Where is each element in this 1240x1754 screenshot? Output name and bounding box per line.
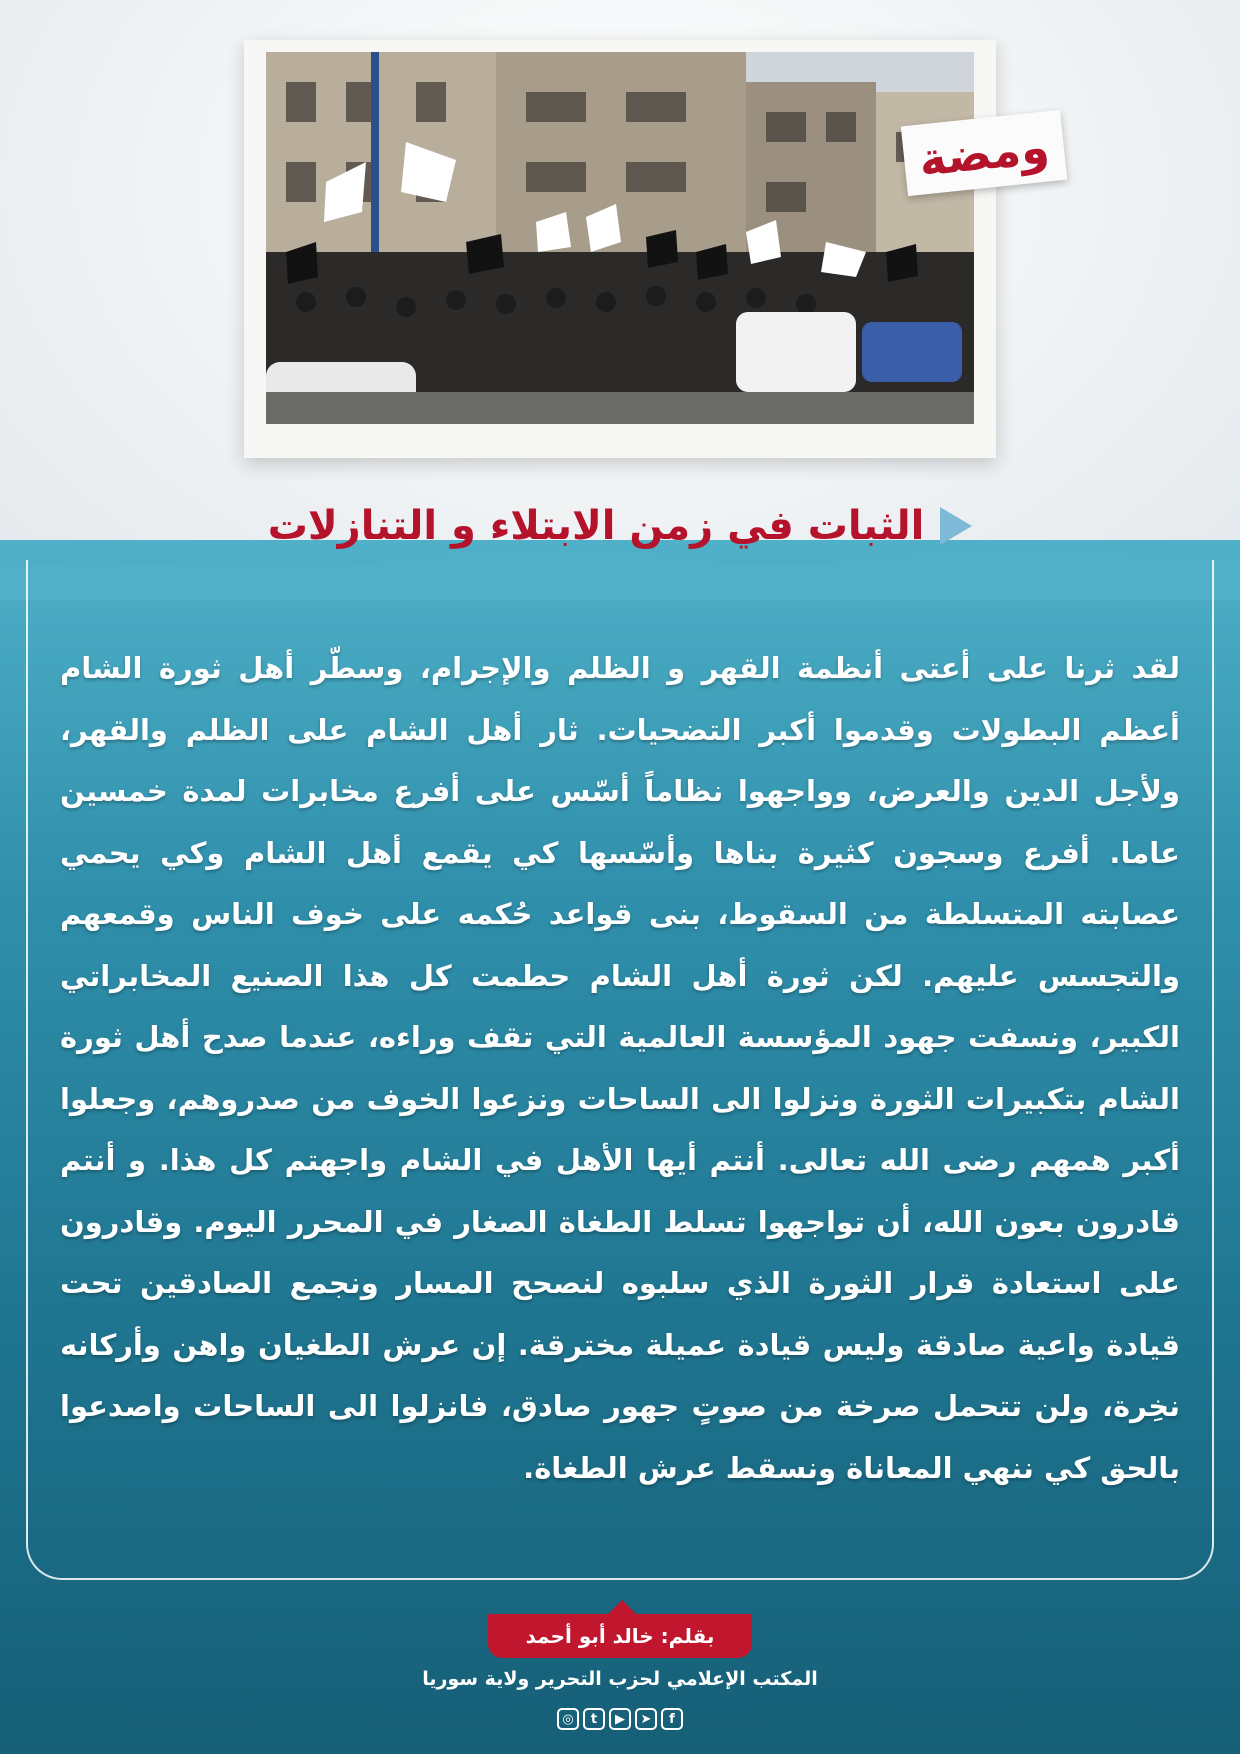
social-links bbox=[0, 1708, 1240, 1730]
page-title: الثبات في زمن الابتلاء و التنازلات bbox=[267, 503, 925, 549]
media-office: المكتب الإعلامي لحزب التحرير ولاية سوريا bbox=[422, 1668, 818, 1690]
brand-badge: ومضة bbox=[901, 110, 1067, 196]
title-arrow-icon bbox=[940, 507, 972, 545]
facebook-icon[interactable]: f bbox=[661, 1708, 683, 1730]
telegram-icon[interactable]: ➤ bbox=[635, 1708, 657, 1730]
web-icon[interactable]: ◎ bbox=[557, 1708, 579, 1730]
title-row bbox=[0, 496, 1240, 556]
twitter-icon[interactable]: t bbox=[583, 1708, 605, 1730]
author-tag: بقلم: خالد أبو أحمد bbox=[488, 1614, 752, 1658]
photo-frame bbox=[244, 40, 996, 458]
article-body: لقد ثرنا على أعتى أنظمة القهر و الظلم والإجرام، وسطّر أهل ثورة الشام أعظم البطولات وقدموا أكبر التضحيات. ثار أهل الشام على الظلم والقهر، ولأجل الدين والعرض، وواجهوا نظاماً أسّس على أفرع مخابرات لمدة خمسين عاما. أفرع وسجون كثيرة بناها وأسّسها كي يقمع أهل الشام وكي يحمي عصابته المتسلطة من السقوط، بنى قواعد حُكمه على خوف الناس وقمعهم والتجسس عليهم. لكن ثورة أهل الشام حطمت كل هذا الصنيع المخابراتي الكبير، ونسفت جهود المؤسسة العالمية التي تقف وراءه، عندما صدح أهل ثورة الشام بتكبيرات الثورة ونزلوا الى الساحات ونزعوا الخوف من صدروهم، وجعلوا أكبر همهم رضى الله تعالى. أنتم أيها الأهل في الشام واجهتم كل هذا. و أنتم قادرون بعون الله، أن تواجهوا تسلط الطغاة الصغار في المحرر اليوم. وقادرون على استعادة قرار الثورة الذي سلبوه لنصحح المسار ونجمع الصادقين تحت قيادة واعية صادقة وليس قيادة عميلة مخترقة. إن عرش الطغيان واهن وأركانه نخِرة، ولن تتحمل صرخة من صوتٍ جهور صادق، فانزلوا الى الساحات واصدعوا بالحق كي ننهي المعاناة ونسقط عرش الطغاة. bbox=[60, 651, 1180, 1485]
protest-photo bbox=[266, 52, 974, 424]
torn-paper-edge bbox=[244, 418, 996, 458]
youtube-icon[interactable]: ▶ bbox=[609, 1708, 631, 1730]
